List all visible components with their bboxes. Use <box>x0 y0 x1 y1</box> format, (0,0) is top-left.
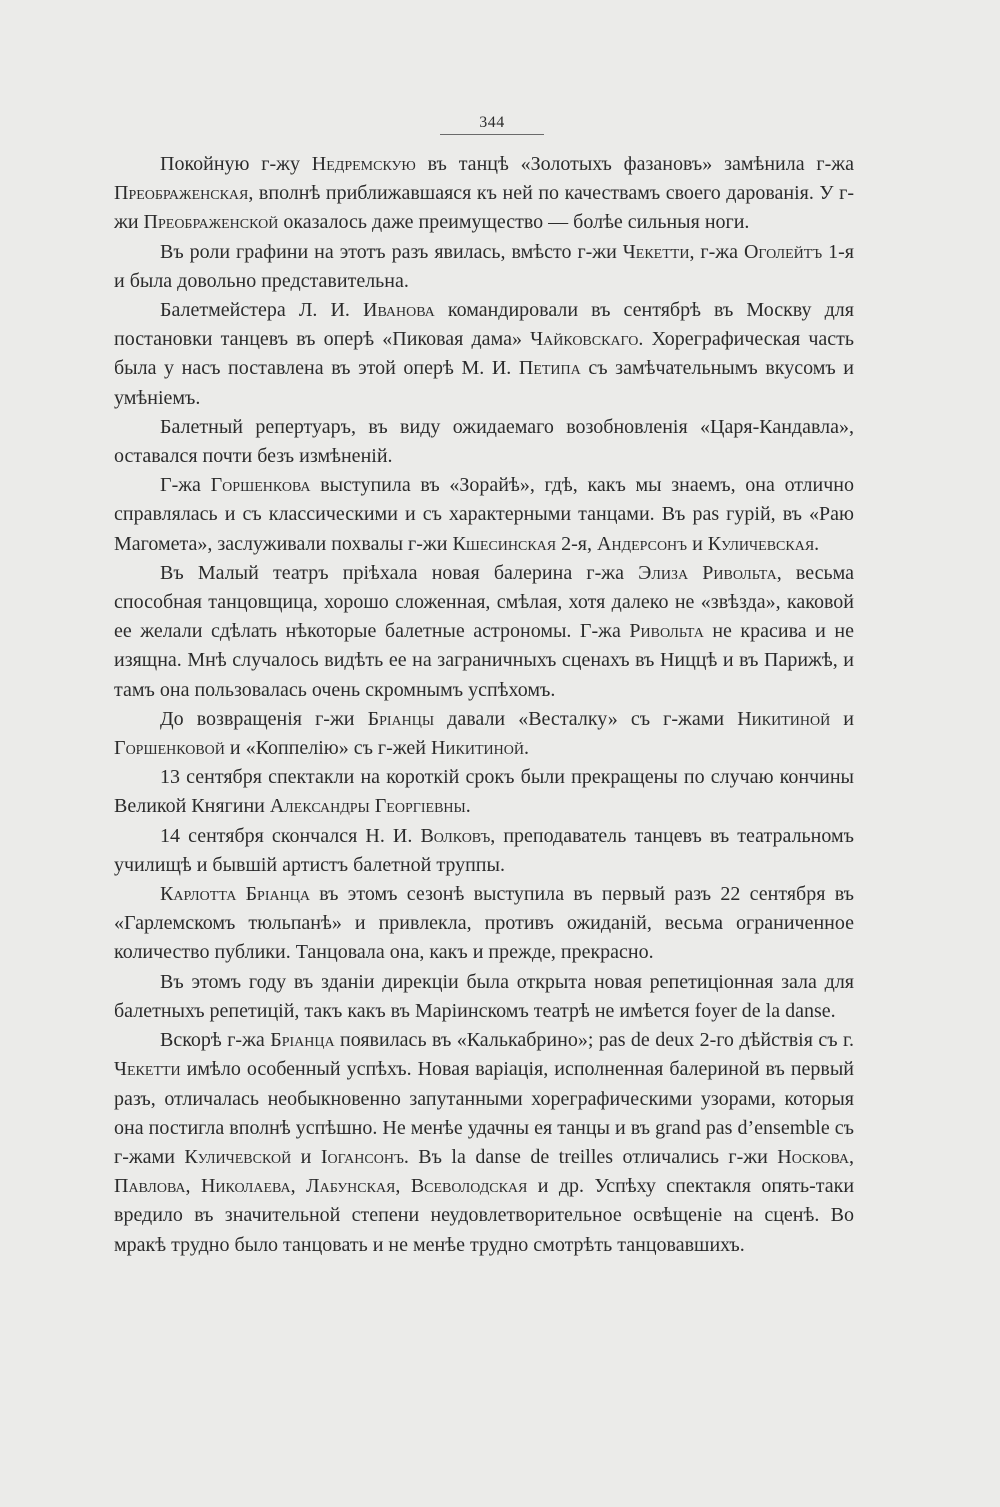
text-run: , <box>395 1175 411 1198</box>
paragraph <box>114 150 854 238</box>
text-run: Балетмейстера Л. И. <box>160 299 363 322</box>
name-smallcaps: Волковъ <box>420 824 491 847</box>
text-run: Г-жа <box>160 474 211 497</box>
paragraph <box>114 968 854 1026</box>
text-run: , г-жа <box>689 240 744 263</box>
text-run: въ танцѣ «Золотыхъ фазановъ» замѣнила г-жа <box>415 153 854 175</box>
text-run: , весьма способная танцовщица, хорошо сложенная, смѣлая, хотя далеко не «звѣзда», каковой ее желали сдѣлать нѣкоторые балетные астрономы. Г-жа <box>114 561 854 643</box>
text-run: , вполнѣ приближавшаяся къ ней по качествамъ своего дарованія. У г-жи <box>114 182 854 234</box>
name-smallcaps: Никитиной <box>737 707 831 730</box>
paragraph <box>114 238 854 296</box>
name-smallcaps: Всеволодская <box>410 1175 528 1198</box>
text-run: выступила въ «Зорайѣ», гдѣ, какъ мы знаемъ, она отлично справлялась и съ классическими и съ характерными танцами. Въ pas гурій, въ «Раю Магомета», заслуживали похвалы г-жи <box>114 474 854 555</box>
name-smallcaps: Чайковскаго <box>530 328 639 351</box>
text-run: Покойную г-жу <box>160 153 312 175</box>
name-smallcaps: Ривольта <box>629 620 704 643</box>
text-run: Балетный репертуаръ, въ виду ожидаемаго возобновленія «Царя-Кандавла», оставался почти безъ измѣненій. <box>114 415 854 468</box>
text-run: и <box>830 707 854 730</box>
paragraph <box>114 822 854 880</box>
name-smallcaps: Андерсонъ <box>597 532 688 555</box>
body-text <box>114 150 854 1260</box>
text-run: Въ этомъ году въ зданіи дирекціи была открыта новая репетиціонная зала для балетныхъ репетицій, такъ какъ въ Маріинскомъ театрѣ не имѣется foyer de la danse. <box>114 970 854 1022</box>
name-smallcaps: Кшесинская <box>452 532 557 555</box>
name-smallcaps: Куличевской <box>184 1145 292 1168</box>
name-smallcaps: Оголейтъ <box>743 240 823 263</box>
name-smallcaps: Карлотта Бріанца <box>160 883 310 906</box>
name-smallcaps: Чекетти <box>622 240 690 263</box>
paragraph <box>114 880 854 968</box>
name-smallcaps: Горшенковой <box>114 737 225 760</box>
name-smallcaps: Петипа <box>518 357 581 380</box>
text-run: Въ Малый театръ пріѣхала новая балерина г-жа <box>160 561 639 584</box>
text-run: . <box>465 795 471 818</box>
text-run: командировали въ сентябрѣ въ Москву для постановки танцевъ въ оперѣ «Пиковая дама» <box>114 299 854 351</box>
name-smallcaps: Бріанца <box>270 1029 335 1052</box>
text-run: 14 сентября скончался Н. И. <box>160 824 421 847</box>
header-rule <box>440 134 544 135</box>
name-smallcaps: Иванова <box>363 299 435 322</box>
name-smallcaps: Куличевская <box>707 532 815 555</box>
text-run: 13 сентября спектакли на короткій срокъ были прекращены по случаю кончины Великой Княгини <box>114 766 854 818</box>
paragraph <box>114 1026 854 1260</box>
text-run: Вскорѣ г-жа <box>160 1029 271 1052</box>
name-smallcaps: Преображенская <box>114 182 249 205</box>
name-smallcaps: Павлова <box>114 1175 186 1198</box>
text-run: 1-я и была довольно представительна. <box>114 240 855 292</box>
text-run: . Въ la danse de treilles отличались г-жи <box>403 1145 778 1168</box>
text-run: давали «Весталку» съ г-жами <box>434 707 738 730</box>
text-run: и «Коппелію» съ г-жей <box>224 737 431 760</box>
text-run: и др. Успѣху спектакля опять-таки вредило въ значительной степени неудовлетворительное освѣщеніе на сценѣ. Во мракѣ трудно было танцовать и не менѣе трудно смотрѣть танцовавшихъ. <box>114 1175 855 1256</box>
name-smallcaps: Преображенской <box>143 211 279 234</box>
text-run: имѣло особенный успѣхъ. Новая варіація, исполненная балериной въ первый разъ, отличалась необыкновенно запутанными хореграфическими узорами, которыя она постигла вполнѣ успѣшно. Не менѣе удачны ея танцы и въ grand pas d’ensemble съ г-жами <box>114 1058 854 1168</box>
paragraph <box>114 559 854 705</box>
text-run: съ замѣчательнымъ вкусомъ и умѣніемъ. <box>114 357 854 409</box>
name-smallcaps: Никитиной <box>430 737 524 760</box>
paragraph <box>114 763 854 821</box>
text-run: и <box>291 1145 321 1168</box>
text-run: До возвращенія г-жи <box>160 707 368 730</box>
text-run: , преподаватель танцевъ въ театральномъ училищѣ и бывшій артистъ балетной труппы. <box>114 824 854 876</box>
paragraph <box>114 471 854 559</box>
text-run: появилась въ «Калькабрино»; pas de deux 2-го дѣйствія съ г. <box>334 1029 854 1052</box>
text-run: не красива и не изящна. Мнѣ случалось видѣть ее на заграничныхъ сценахъ въ Ниццѣ и въ Парижѣ, и тамъ она пользовалась очень скромнымъ успѣхомъ. <box>114 620 854 701</box>
paragraph <box>114 705 854 763</box>
name-smallcaps: Чекетти <box>114 1058 181 1081</box>
text-run: , <box>849 1145 855 1168</box>
name-smallcaps: Бріанцы <box>367 707 435 730</box>
text-run: . Хореграфическая часть была у насъ поставлена въ этой оперѣ М. И. <box>114 328 854 380</box>
text-run: Въ роли графини на этотъ разъ явилась, вмѣсто г-жи <box>160 240 623 263</box>
page-number: 344 <box>479 114 505 131</box>
name-smallcaps: Лабунская <box>306 1175 396 1198</box>
name-smallcaps: Іогансонъ <box>320 1145 404 1168</box>
text-run: , <box>290 1175 307 1198</box>
name-smallcaps: Элиза Ривольта <box>638 561 777 584</box>
text-run: . <box>814 532 820 555</box>
text-run: и <box>687 532 708 555</box>
paragraph <box>114 296 854 413</box>
text-run: , <box>185 1175 201 1198</box>
page-header <box>440 112 544 135</box>
text-run: . <box>523 737 529 760</box>
name-smallcaps: Недремскую <box>311 153 416 175</box>
text-run: оказалось даже преимущество — болѣе сильныя ноги. <box>278 211 750 234</box>
name-smallcaps: Горшенкова <box>210 474 311 497</box>
text-run: въ этомъ сезонѣ выступила въ первый разъ 22 сентября въ «Гарлемскомъ тюльпанѣ» и привлекла, противъ ожиданій, весьма ограниченное количество публики. Танцовала она, какъ и прежде, прекрасно. <box>114 883 854 964</box>
name-smallcaps: Александры Георгіевны <box>269 795 466 818</box>
name-smallcaps: Николаева <box>200 1175 291 1198</box>
text-run: 2-я, <box>556 532 597 555</box>
paragraph <box>114 413 854 471</box>
name-smallcaps: Носкова <box>777 1145 850 1168</box>
